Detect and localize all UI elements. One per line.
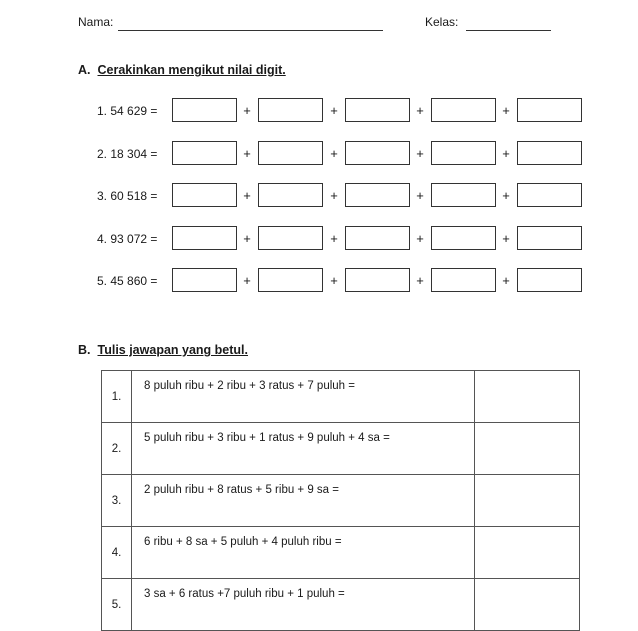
decompose-row-4 [97,226,597,252]
row-number: 5. [102,579,132,631]
plus-sign: + [416,188,424,203]
plus-sign: + [330,231,338,246]
answer-cell[interactable] [475,527,580,579]
answer-box[interactable] [345,183,410,207]
decompose-question: 2. 18 304 = [97,147,158,161]
answer-box[interactable] [172,226,237,250]
answer-box[interactable] [517,226,582,250]
answer-box[interactable] [345,98,410,122]
section-b-title [78,343,248,357]
plus-sign: + [243,103,251,118]
answer-cell[interactable] [475,371,580,423]
row-question: 6 ribu + 8 sa + 5 puluh + 4 puluh ribu = [132,527,475,579]
row-number: 1. [102,371,132,423]
row-question: 2 puluh ribu + 8 ratus + 5 ribu + 9 sa = [132,475,475,527]
answer-box[interactable] [258,183,323,207]
answer-box[interactable] [431,141,496,165]
plus-sign: + [330,146,338,161]
answer-box[interactable] [172,98,237,122]
nama-field[interactable] [118,17,383,31]
decompose-row-1 [97,98,597,124]
answer-box[interactable] [258,268,323,292]
plus-sign: + [243,273,251,288]
answer-box[interactable] [172,268,237,292]
section-a-heading: Cerakinkan mengikut nilai digit. [97,63,286,77]
answer-box[interactable] [258,98,323,122]
kelas-field[interactable] [466,17,551,31]
plus-sign: + [330,273,338,288]
row-question: 8 puluh ribu + 2 ribu + 3 ratus + 7 puluh = [132,371,475,423]
answer-box[interactable] [431,98,496,122]
row-number: 2. [102,423,132,475]
row-question: 5 puluh ribu + 3 ribu + 1 ratus + 9 puluh + 4 sa = [132,423,475,475]
answer-box[interactable] [517,141,582,165]
decompose-question: 5. 45 860 = [97,274,158,288]
section-a-letter: A. [78,63,91,77]
answer-box[interactable] [172,141,237,165]
table-row [102,579,580,631]
section-b-heading: Tulis jawapan yang betul. [97,343,248,357]
answer-cell[interactable] [475,579,580,631]
plus-sign: + [330,188,338,203]
plus-sign: + [502,146,510,161]
answer-box[interactable] [517,268,582,292]
answer-box[interactable] [431,226,496,250]
answer-table [101,370,580,631]
nama-label: Nama: [78,15,114,29]
answer-box[interactable] [517,98,582,122]
plus-sign: + [330,103,338,118]
answer-box[interactable] [345,226,410,250]
plus-sign: + [416,231,424,246]
answer-box[interactable] [431,268,496,292]
decompose-row-2 [97,141,597,167]
plus-sign: + [416,103,424,118]
decompose-question: 1. 54 629 = [97,104,158,118]
table-row [102,527,580,579]
answer-box[interactable] [431,183,496,207]
decompose-question: 3. 60 518 = [97,189,158,203]
plus-sign: + [243,188,251,203]
answer-cell[interactable] [475,423,580,475]
plus-sign: + [502,273,510,288]
plus-sign: + [416,273,424,288]
answer-box[interactable] [258,141,323,165]
plus-sign: + [243,231,251,246]
plus-sign: + [502,188,510,203]
row-number: 3. [102,475,132,527]
decompose-question: 4. 93 072 = [97,232,158,246]
row-number: 4. [102,527,132,579]
plus-sign: + [416,146,424,161]
table-row [102,371,580,423]
table-row [102,475,580,527]
answer-box[interactable] [258,226,323,250]
answer-cell[interactable] [475,475,580,527]
plus-sign: + [243,146,251,161]
row-question: 3 sa + 6 ratus +7 puluh ribu + 1 puluh = [132,579,475,631]
answer-box[interactable] [345,268,410,292]
section-b-letter: B. [78,343,91,357]
section-a-title [78,63,286,77]
answer-box[interactable] [517,183,582,207]
decompose-row-3 [97,183,597,209]
table-row [102,423,580,475]
kelas-label: Kelas: [425,15,459,29]
answer-box[interactable] [345,141,410,165]
plus-sign: + [502,231,510,246]
decompose-row-5 [97,268,597,294]
answer-box[interactable] [172,183,237,207]
plus-sign: + [502,103,510,118]
